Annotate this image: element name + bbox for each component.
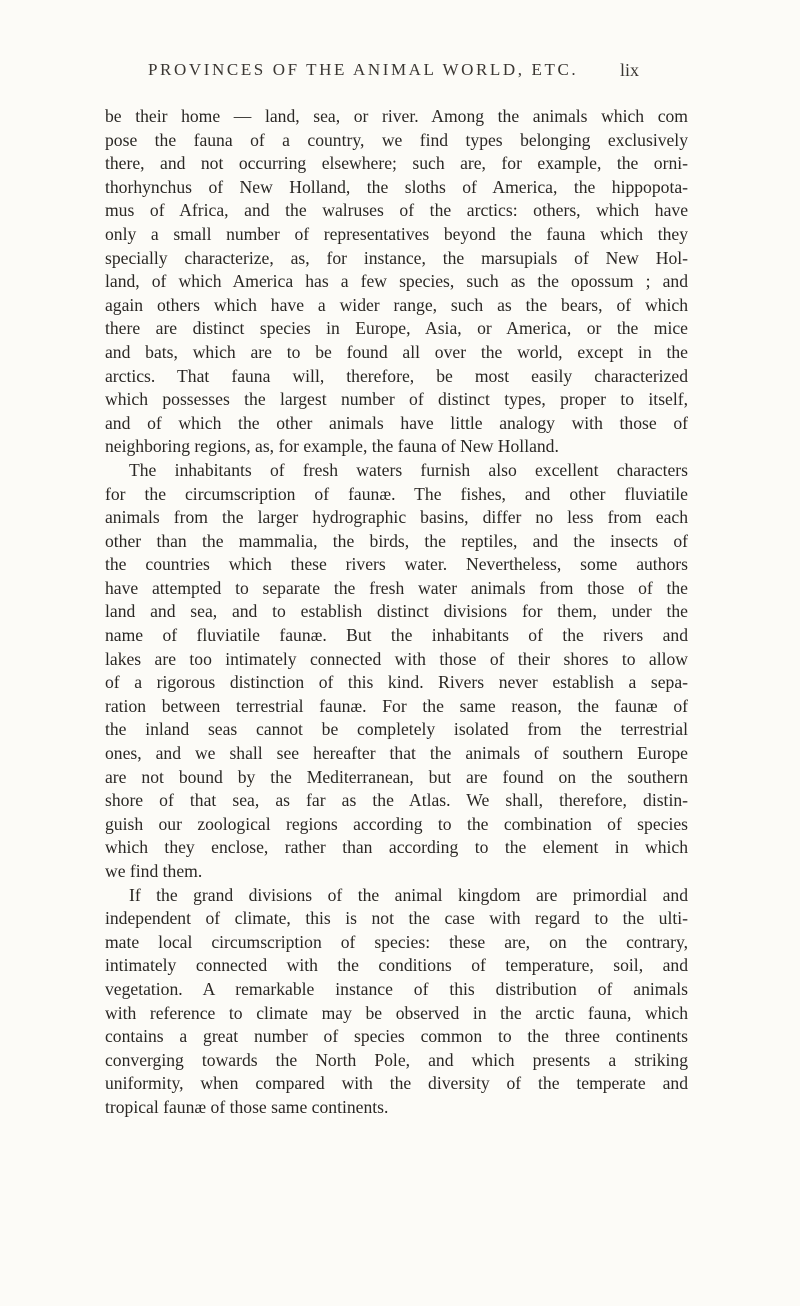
text-line: which possesses the largest number of distinct types, proper to itself, [105,389,688,410]
page-number: lix [619,60,639,80]
text-line: we find them. [105,861,203,881]
text-line: there are distinct species in Europe, Asia, or America, or the mice [105,318,688,339]
text-line: guish our zoological regions according to the combination of species [105,813,688,834]
text-line: animals from the larger hydrographic basins, differ no less from each [105,507,688,528]
text-line: with reference to climate may be observed in the arctic fauna, which [105,1002,688,1023]
text-line: mus of Africa, and the walruses of the arctics: others, which have [105,200,688,221]
text-line: the countries which these rivers water. Nevertheless, some authors [105,554,688,575]
text-line: for the circumscription of faunæ. The fishes, and other fluviatile [105,483,688,504]
text-line: If the grand divisions of the animal kingdom are primordial and [129,884,688,905]
text-line: independent of climate, this is not the case with regard to the ulti- [105,908,688,929]
text-line: have attempted to separate the fresh water animals from those of the [105,577,688,598]
text-line: land, of which America has a few species, such as the opossum ; and [105,271,688,292]
text-line: intimately connected with the conditions of temperature, soil, and [105,955,688,976]
text-line: pose the fauna of a country, we find types belonging exclusively [105,129,688,150]
body-text [105,105,688,1120]
text-line: vegetation. A remarkable instance of this distribution of animals [105,978,688,999]
text-line: The inhabitants of fresh waters furnish also excellent characters [129,459,688,480]
text-line: of a rigorous distinction of this kind. Rivers never establish a sepa- [105,672,688,693]
text-line: neighboring regions, as, for example, the fauna of New Holland. [105,436,559,457]
paragraph [105,105,688,459]
paragraph [105,884,688,1120]
text-line: contains a great number of species common to the three continents [105,1026,688,1047]
text-line: mate local circumscription of species: these are, on the contrary, [105,931,688,952]
text-line: shore of that sea, as far as the Atlas. We shall, therefore, distin- [105,790,688,811]
text-line: which they enclose, rather than according to the element in which [105,837,688,858]
running-title: PROVINCES OF THE ANIMAL WORLD, ETC. [148,60,579,79]
text-line: be their home — land, sea, or river. Among the animals which com [105,106,688,126]
text-line: again others which have a wider range, such as the bears, of which [105,294,688,315]
text-line: tropical faunæ of those same continents. [105,1096,389,1117]
text-line: thorhynchus of New Holland, the sloths of America, the hippopota- [105,176,688,197]
text-line: ones, and we shall see hereafter that the animals of southern Europe [105,743,688,764]
text-line: converging towards the North Pole, and which presents a striking [105,1049,688,1070]
text-line: only a small number of representatives beyond the fauna which they [105,223,688,244]
text-line: land and sea, and to establish distinct divisions for them, under the [105,601,688,622]
text-line: and bats, which are to be found all over the world, except in the [105,341,688,362]
text-line: name of fluviatile faunæ. But the inhabitants of the rivers and [105,625,688,646]
text-line: the inland seas cannot be completely isolated from the terrestrial [105,719,688,740]
text-line: are not bound by the Mediterranean, but are found on the southern [105,766,688,787]
text-line: there, and not occurring elsewhere; such are, for example, the orni- [105,153,688,174]
text-line: other than the mammalia, the birds, the reptiles, and the insects of [105,530,688,551]
text-line: and of which the other animals have little analogy with those of [105,412,688,433]
text-line: uniformity, when compared with the diversity of the temperate and [105,1073,688,1094]
text-line: lakes are too intimately connected with those of their shores to allow [105,648,688,669]
text-line: specially characterize, as, for instance, the marsupials of New Hol- [105,247,688,268]
paragraph [105,459,688,884]
text-line: ration between terrestrial faunæ. For the same reason, the faunæ of [105,695,688,716]
running-head [148,60,638,88]
text-line: arctics. That fauna will, therefore, be most easily characterized [105,365,688,386]
